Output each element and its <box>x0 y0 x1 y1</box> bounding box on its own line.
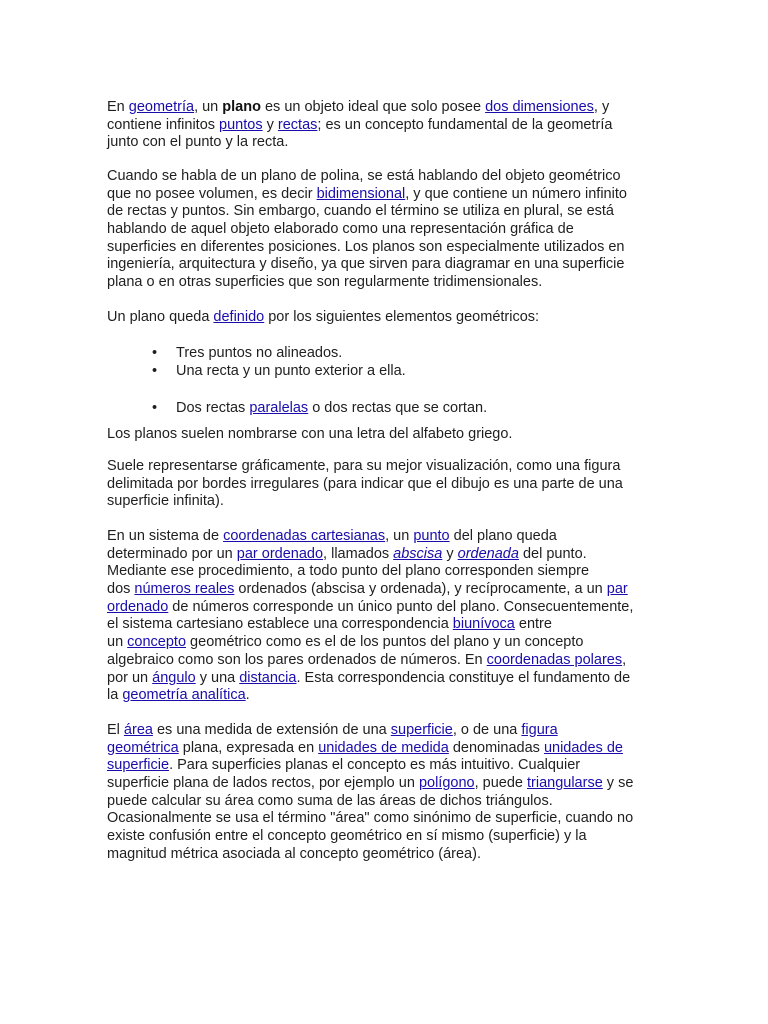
elements-list-continued <box>150 400 487 418</box>
text: geométrico como es el de los puntos del plano y un concepto <box>186 634 584 651</box>
text-line <box>107 670 655 688</box>
link-punto[interactable]: punto <box>413 528 450 544</box>
text-line <box>107 634 655 652</box>
text: es una medida de extensión de una <box>152 722 391 738</box>
text-line: ingeniería, arquitectura y diseño, ya que sirven para diagramar en una superficie <box>107 256 625 273</box>
paragraph-intro <box>107 99 655 152</box>
link-geometria[interactable]: geometría <box>128 99 195 115</box>
text: Un plano queda <box>107 309 214 325</box>
link-numeros-reales[interactable]: números reales <box>134 581 235 598</box>
text: ordenados (abscisa y ordenada), y recíprocamente, a un <box>234 581 607 598</box>
link-distancia[interactable]: distancia <box>239 669 297 686</box>
paragraph-definido <box>107 309 655 327</box>
text: un <box>107 634 128 651</box>
link-biunivoca[interactable]: biunívoca <box>452 616 515 633</box>
text: ordenada <box>457 545 519 562</box>
text: dos <box>107 581 135 598</box>
text-line: hablando de aquel objeto elaborado como una representación gráfica de <box>107 221 574 238</box>
text-line <box>107 652 655 670</box>
link-dos-dimensiones[interactable]: dos dimensiones <box>485 99 594 115</box>
text: , un <box>385 528 414 544</box>
elements-list <box>150 345 406 380</box>
link-superficie-2[interactable]: superficie <box>107 757 170 774</box>
link-concepto[interactable]: concepto <box>127 634 187 651</box>
text: por los siguientes elementos geométricos: <box>264 309 540 325</box>
list-item <box>150 400 487 418</box>
text-line: Suele representarse gráficamente, para su mejor visualización, como una figura <box>107 458 621 474</box>
text-line <box>107 186 655 204</box>
text-line: junto con el punto y la recta. <box>107 134 289 151</box>
text-line: puede calcular su área como suma de las áreas de dichos triángulos. <box>107 792 553 809</box>
paragraph-coordenadas <box>107 528 655 705</box>
text-line <box>107 117 655 135</box>
text: , un <box>194 99 223 115</box>
text: . Para superficies planas el concepto es más intuitivo. Cualquier <box>169 757 581 774</box>
text: , <box>622 651 627 668</box>
text: superficie plana de lados rectos, por ejemplo un <box>107 775 419 792</box>
text-line <box>107 775 655 793</box>
link-ordenada[interactable] <box>458 546 519 562</box>
text: determinado por un <box>107 545 237 562</box>
link-unidades-de-medida[interactable]: unidades de medida <box>318 739 449 756</box>
text: El <box>107 722 124 738</box>
text-line: superficie infinita). <box>107 493 224 510</box>
text: En <box>107 99 129 115</box>
link-area[interactable]: área <box>123 722 153 738</box>
text: ; es un concepto fundamental de la geometría <box>317 116 613 133</box>
text-line <box>107 309 655 327</box>
text-line: delimitada por bordes irregulares (para indicar que el dibujo es una parte de una <box>107 475 623 492</box>
text-line <box>107 740 655 758</box>
list-item: • Una recta y un punto exterior a ella. <box>150 363 406 381</box>
text: , y que contiene un número infinito <box>405 185 627 202</box>
text-line <box>107 528 655 546</box>
text-line <box>107 687 655 705</box>
link-rectas[interactable]: rectas <box>277 116 318 133</box>
text: y <box>262 116 278 133</box>
text-line: Ocasionalmente se usa el término "área" como sinónimo de superficie, cuando no <box>107 810 634 827</box>
paragraph-plano-polina <box>107 168 655 292</box>
text: entre <box>514 616 552 633</box>
text: , o de una <box>452 722 522 738</box>
text: contiene infinitos <box>107 116 220 133</box>
text: plana, expresada en <box>178 739 319 756</box>
text-line <box>107 757 655 775</box>
text-line <box>107 722 655 740</box>
text: es un objeto ideal que solo posee <box>260 99 486 115</box>
text: denominadas <box>448 739 544 756</box>
link-superficie[interactable]: superficie <box>390 722 453 738</box>
term-plano: plano <box>222 99 261 115</box>
text: que no posee volumen, es decir <box>107 185 317 202</box>
link-definido[interactable]: definido <box>213 309 265 325</box>
text-line <box>107 99 655 117</box>
text: o dos rectas que se cortan. <box>308 400 488 416</box>
text: y una <box>195 669 240 686</box>
text-line <box>107 546 655 564</box>
text-line: plana o en otras superficies que son regularmente tridimensionales. <box>107 274 543 291</box>
list-item: • Tres puntos no alineados. <box>150 345 406 363</box>
text-line: Cuando se habla de un plano de polina, se está hablando del objeto geométrico <box>107 168 621 184</box>
text: abscisa <box>393 545 443 562</box>
link-geometria-analitica[interactable]: geometría analítica <box>122 687 246 704</box>
text-line: existe confusión entre el concepto geométrico en sí mismo (superficie) y la <box>107 828 587 845</box>
paragraph-representarse <box>107 458 655 511</box>
link-ordenado[interactable]: ordenado <box>107 598 169 615</box>
text: y se <box>602 775 634 792</box>
text: de números corresponde un único punto del plano. Consecuentemente, <box>168 598 634 615</box>
text-line: magnitud métrica asociada al concepto geométrico (área). <box>107 845 481 862</box>
paragraph-nombrarse <box>107 426 655 444</box>
text: del plano queda <box>449 528 557 544</box>
link-puntos[interactable]: puntos <box>219 116 263 133</box>
link-paralelas[interactable]: paralelas <box>249 400 309 416</box>
text-line: Mediante ese procedimiento, a todo punto del plano corresponden siempre <box>107 563 590 580</box>
text: del punto. <box>518 545 587 562</box>
text-line <box>107 581 655 599</box>
link-abscisa[interactable] <box>393 546 442 562</box>
text: y <box>442 545 458 562</box>
paragraph-area <box>107 722 655 864</box>
text: Dos rectas <box>176 400 250 416</box>
link-triangularse[interactable]: triangularse <box>527 775 603 792</box>
text-line: de rectas y puntos. Sin embargo, cuando el término se utiliza en plural, se está <box>107 203 614 220</box>
text-line <box>107 599 655 617</box>
link-figura[interactable]: figura <box>521 722 558 738</box>
text: . Esta correspondencia constituye el fundamento de <box>296 669 631 686</box>
link-par[interactable]: par <box>606 581 628 598</box>
text: , llamados <box>323 545 394 562</box>
text: por un <box>107 669 153 686</box>
text: el sistema cartesiano establece una correspondencia <box>107 616 453 633</box>
link-par-ordenado[interactable]: par ordenado <box>236 545 324 562</box>
text: , y <box>593 99 610 115</box>
link-coordenadas-polares[interactable]: coordenadas polares <box>486 651 623 668</box>
text-line <box>107 616 655 634</box>
link-coordenadas-cartesianas[interactable]: coordenadas cartesianas <box>223 528 386 544</box>
link-geometrica[interactable]: geométrica <box>107 739 179 756</box>
link-unidades-de[interactable]: unidades de <box>543 739 623 756</box>
text: algebraico como son los pares ordenados de números. En <box>107 651 487 668</box>
text: . <box>245 687 250 704</box>
text: En un sistema de <box>107 528 224 544</box>
text: , puede <box>474 775 527 792</box>
text-line: Los planos suelen nombrarse con una letra del alfabeto griego. <box>107 426 513 442</box>
text-line: superficies en diferentes posiciones. Los planos son especialmente utilizados en <box>107 238 625 255</box>
text: la <box>107 687 123 704</box>
link-poligono[interactable]: polígono <box>418 775 475 792</box>
link-bidimensional[interactable]: bidimensional <box>316 185 406 202</box>
link-angulo[interactable]: ángulo <box>152 669 196 686</box>
